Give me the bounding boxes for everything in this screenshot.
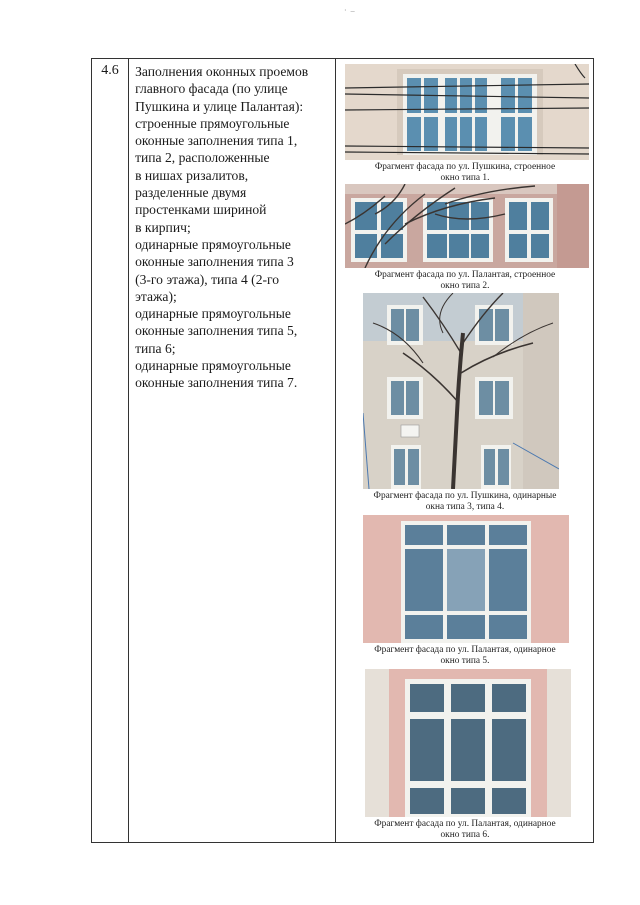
- page-mark: · –: [344, 6, 356, 15]
- description-line: простенками шириной: [135, 202, 267, 218]
- photo-caption: [336, 491, 593, 513]
- caption-line: окно типа 5.: [440, 656, 490, 666]
- description-line: строенные прямоугольные: [135, 115, 290, 131]
- description-line: Заполнения оконных проемов: [135, 64, 309, 79]
- photo-caption: [336, 819, 593, 841]
- description-line: одинарные прямоугольные: [135, 358, 291, 374]
- photo-caption: [336, 270, 593, 292]
- description-line: этажа);: [135, 288, 177, 304]
- description-line: типа 6;: [135, 340, 176, 356]
- row-number: 4.6: [92, 59, 129, 843]
- description-line: оконные заполнения типа 1,: [135, 133, 298, 149]
- description-line: Пушкина и улице Палантая):: [135, 98, 304, 114]
- photo-facade-4: [363, 515, 569, 643]
- caption-line: окно типа 1.: [440, 173, 490, 183]
- description-line: типа 2, расположенные: [135, 150, 270, 166]
- photo-facade-5: [365, 669, 571, 817]
- description-line: оконные заполнения типа 5,: [135, 323, 298, 339]
- photo-caption: [336, 645, 593, 667]
- description-line: (3-го этажа), типа 4 (2-го: [135, 271, 280, 287]
- photo-column: [336, 59, 594, 843]
- description-line: в кирпич;: [135, 219, 191, 235]
- photo-facade-3: [363, 293, 559, 489]
- description-line: оконные заполнения типа 7.: [135, 375, 298, 391]
- description-line: в нишах ризалитов,: [135, 167, 249, 183]
- photo-facade-1: [345, 64, 589, 160]
- document-table: [91, 58, 594, 843]
- caption-line: Фрагмент фасада по ул. Палантая, строенное: [374, 270, 556, 280]
- description-line: оконные заполнения типа 3: [135, 254, 294, 270]
- description-line: главного фасада (по улице: [135, 81, 288, 97]
- caption-line: Фрагмент фасада по ул. Палантая, одинарное: [374, 645, 556, 655]
- description-line: одинарные прямоугольные: [135, 236, 291, 252]
- table-row: [92, 59, 594, 843]
- description-line: разделенные двумя: [135, 185, 247, 201]
- caption-line: Фрагмент фасада по ул. Пушкина, одинарные: [373, 491, 557, 501]
- caption-line: окна типа 3, типа 4.: [425, 502, 505, 512]
- caption-line: Фрагмент фасада по ул. Пушкина, строенное: [374, 162, 556, 172]
- row-description: [129, 59, 336, 843]
- caption-line: окно типа 6.: [440, 830, 490, 840]
- description-line: одинарные прямоугольные: [135, 306, 291, 322]
- photo-caption: [336, 162, 593, 184]
- photo-facade-2: [345, 184, 589, 268]
- caption-line: Фрагмент фасада по ул. Палантая, одинарное: [374, 819, 556, 829]
- caption-line: окно типа 2.: [440, 281, 490, 291]
